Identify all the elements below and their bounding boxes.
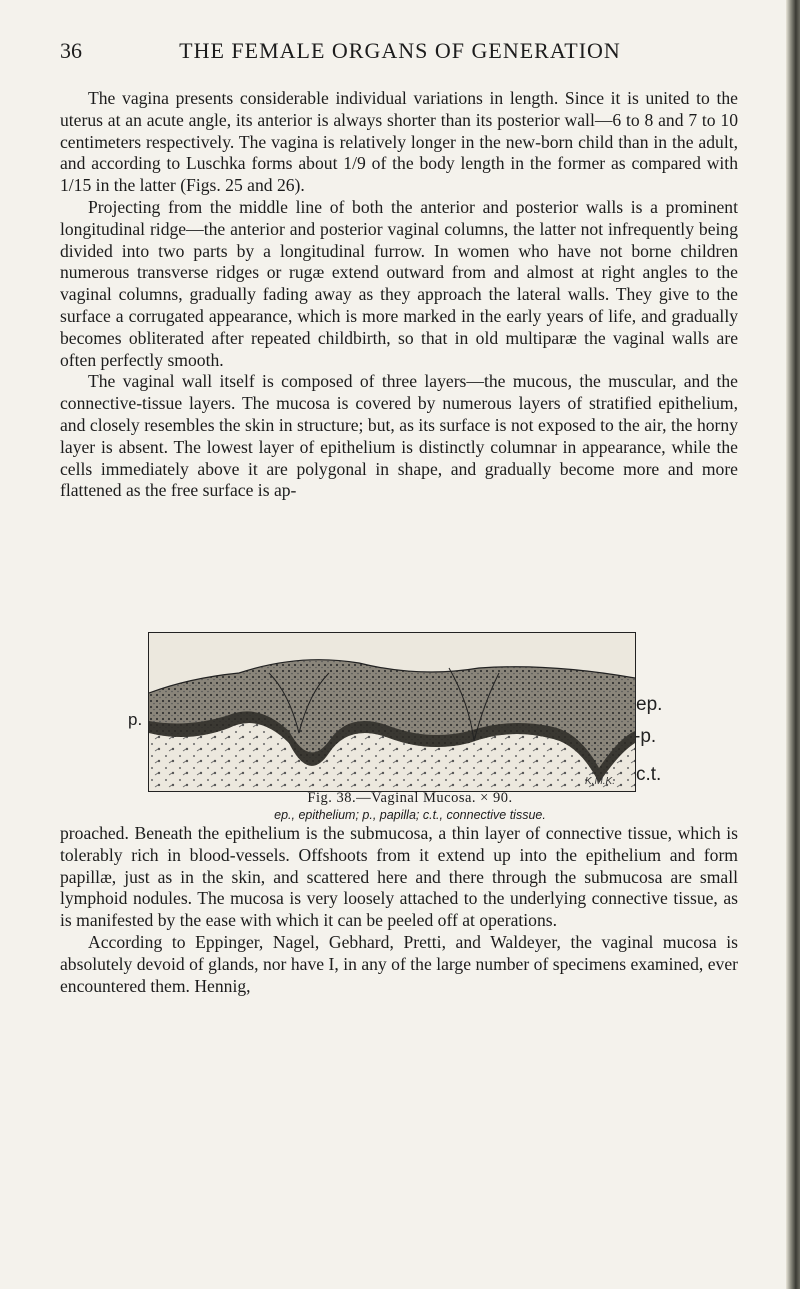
page-edge-shadow <box>786 0 800 1289</box>
histology-illustration <box>148 632 636 792</box>
paragraph: The vaginal wall itself is composed of three layers—the mucous, the muscular, and the connective-tissue layers. The mucosa is covered by numerous layers of stratified epithelium, and closely resembles the skin in structure; but, as its surface is not exposed to the air, the horny layer is absent. The lowest layer of epithelium is distinctly columnar in appearance, while the cells immediately above it are polygonal in shape, and gradually become more and more flattened as the free surface is ap- <box>60 371 738 501</box>
body-text-bottom <box>60 823 738 997</box>
paragraph: According to Eppinger, Nagel, Gebhard, Pretti, and Waldeyer, the vaginal mucosa is absolutely devoid of glands, nor have I, in any of the large number of specimens examined, ever encountered them. Hennig, <box>60 931 738 996</box>
page-number: 36 <box>60 38 82 63</box>
label-papilla-left: p. <box>128 710 143 729</box>
paragraph: proached. Beneath the epithelium is the submucosa, a thin layer of connective tissue, which is tolerably rich in blood-vessels. Offshoots from it extend up into the epithelium and form papillæ, just as in the skin, and scattered here and there through the submucosa are small lymphoid nodules. The mucosa is very loosely attached to the underlying connective tissue, as is manifested by the ease with which it can be peeled off at operations. <box>60 823 738 931</box>
paragraph: The vagina presents considerable individual variations in length. Since it is united to the uterus at an acute angle, its anterior is always shorter than its posterior wall—6 to 8 and 7 to 10 centimeters respectively. The vagina is relatively longer in the new-born child than in the adult, and according to Luschka forms about 1/9 of the body length in the former as compared with 1/15 in the latter (Figs. 25 and 26). <box>60 88 738 196</box>
histology-drawing <box>149 633 635 791</box>
figure-caption: Fig. 38.—Vaginal Mucosa. × 90. <box>307 790 513 806</box>
paragraph: Projecting from the middle line of both the anterior and posterior walls is a prominent longitudinal ridge—the anterior and posterior vaginal columns, the latter not infrequently being divided into two parts by a longitudinal furrow. In women who have not borne children numerous transverse ridges or rugæ extend outward from and almost at right angles to the vaginal columns, gradually fading away as they approach the lateral walls. They give to the surface a corrugated appearance, which is more marked in the early years of life, and gradually becomes obliterated after repeated childbirth, so that in old multiparæ the vaginal walls are often perfectly smooth. <box>60 196 738 370</box>
label-papilla-right: -p. <box>634 726 657 747</box>
label-connective-tissue: c.t. <box>636 764 662 785</box>
artist-signature: K.M.K. <box>585 776 616 787</box>
figure-legend: ep., epithelium; p., papilla; c.t., connective tissue. <box>274 808 546 822</box>
page-header <box>60 38 740 68</box>
body-text-top <box>60 88 738 502</box>
label-epithelium: ep. <box>636 694 663 715</box>
running-head: THE FEMALE ORGANS OF GENERATION <box>179 38 621 63</box>
